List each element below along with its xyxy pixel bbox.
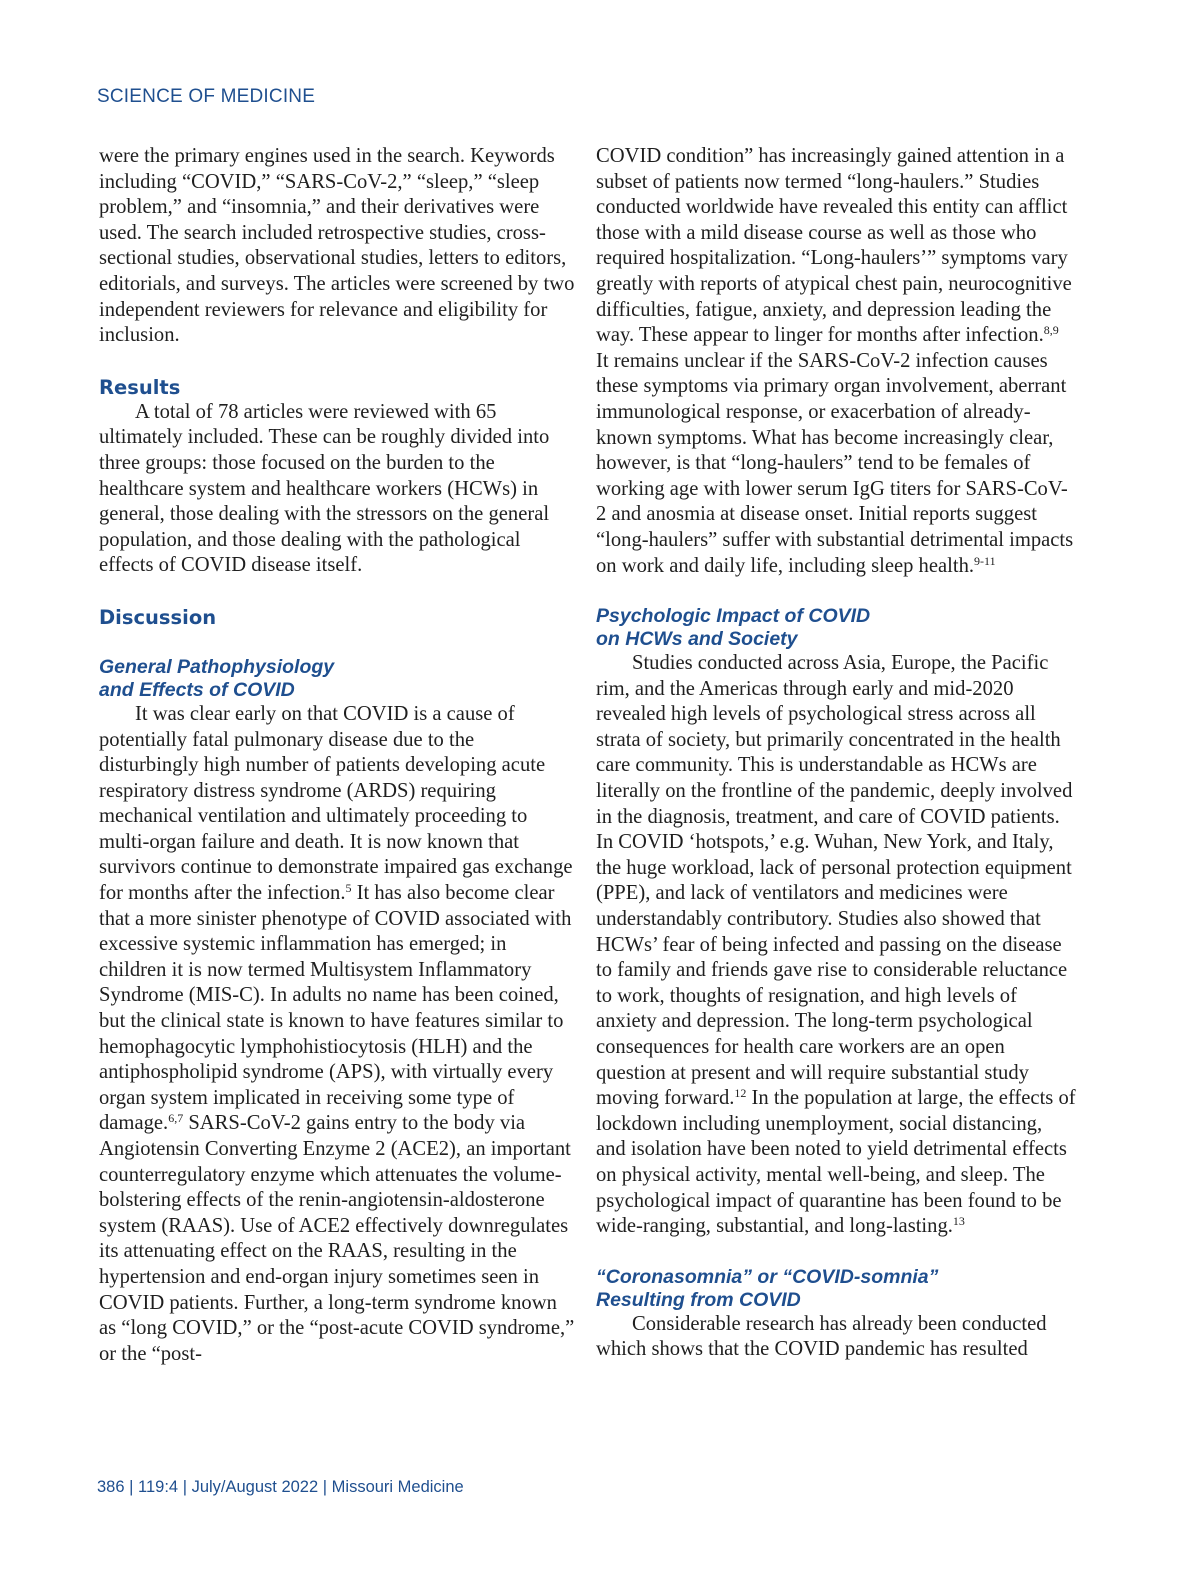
methods-paragraph-continued: were the primary engines used in the search. Keywords including “COVID,” “SARS-CoV-2,” “sleep,” “sleep problem,” and “insomnia,” and their derivatives were used. The search included retrospective studies, cross-sectional studies, observational studies, letters to editors, editorials, and surveys. The articles were screened by two independent reviewers for relevance and eligibility for inclusion. (99, 145, 575, 347)
reference-6-7: 6,7 (168, 1111, 184, 1126)
subheading-pathophysiology-line2: and Effects of COVID (99, 678, 295, 701)
pathophysiology-text-b: It has also become clear that a more sinister phenotype of COVID associated with excessive systemic inflammation has emerged; in children it is now termed Multisystem Inflammatory Syndrome (MIS-C). In adults no name has been coined, but the clinical state is known to have features similar to hemophagocytic lymphohistiocytosis (HLH) and the antiphospholipid syndrome (APS), with virtually every organ system implicated in receiving some type of damage. (99, 882, 572, 1135)
psychologic-text-b: In the population at large, the effects of lockdown including unemployment, social distancing, and isolation have been noted to yield detrimental effects on physical activity, mental well-being, and sleep. The psychological impact of quarantine has been found to be wide-ranging, substantial, and long-lasting. (596, 1087, 1076, 1238)
pathophysiology-paragraph (99, 702, 577, 1367)
left-column (99, 144, 577, 1367)
footer-separator: | (129, 1478, 134, 1496)
subheading-psychologic-impact-line1: Psychologic Impact of COVID (596, 605, 871, 628)
reference-9-11: 9-11 (974, 553, 996, 568)
reference-5: 5 (345, 881, 352, 896)
section-header: SCIENCE OF MEDICINE (97, 86, 316, 107)
issue-number: 119:4 (138, 1478, 179, 1496)
pathophysiology-text-c: SARS-CoV-2 gains entry to the body via Angiotensin Converting Enzyme 2 (ACE2), an important counterregulatory enzyme which attenuates the volume-bolstering effects of the renin-angiotensin-aldosterone system (RAAS). Use of ACE2 effectively downregulates its attenuating effect on the RAAS, resulting in the hypertension and end-organ injury sometimes seen in COVID patients. Further, a long-term syndrome known as “long COVID,” or the “post-acute COVID syndrome,” or the “post- (99, 1112, 575, 1365)
reference-13: 13 (952, 1214, 965, 1229)
page-footer (97, 1478, 464, 1497)
page-number: 386 (97, 1478, 125, 1496)
footer-separator: | (182, 1478, 187, 1496)
pathophysiology-text-a: It was clear early on that COVID is a cause of potentially fatal pulmonary disease due to the disturbingly high number of patients developing acute respiratory distress syndrome (ARDS) requiring mechanical ventilation and ultimately proceeding to multi-organ failure and death. It is now known that survivors continue to demonstrate impaired gas exchange for months after the infection. (99, 702, 573, 905)
results-paragraph: A total of 78 articles were reviewed with 65 ultimately included. These can be roughly divided into three groups: those focused on the burden to the healthcare system and healthcare workers (HCWs) in general, those dealing with the stressors on the general population, and those dealing with the pathological effects of COVID disease itself. (99, 400, 550, 577)
psychologic-paragraph (596, 651, 1076, 1240)
results-heading: Results (99, 375, 181, 399)
subheading-psychologic-impact-line2: on HCWs and Society (596, 628, 798, 651)
subheading-coronasomnia-line1: “Coronasomnia” or “COVID-somnia” (596, 1265, 939, 1288)
reference-12: 12 (734, 1086, 747, 1101)
long-covid-text-b: It remains unclear if the SARS-CoV-2 infection causes these symptoms via primary organ involvement, aberrant immunological response, or exacerbation of already-known symptoms. What has become increasingly clear, however, is that “long-haulers” tend to be females of working age with lower serum IgG titers for SARS-CoV-2 and anosmia at disease onset. Initial reports suggest “long-haulers” suffer with substantial detrimental impacts on work and daily life, including sleep health. (596, 349, 1074, 577)
discussion-heading: Discussion (99, 605, 217, 629)
reference-8-9: 8,9 (1043, 323, 1059, 338)
right-column (596, 144, 1076, 1363)
issue-date: July/August 2022 (191, 1478, 319, 1496)
subheading-pathophysiology-line1: General Pathophysiology (99, 655, 335, 678)
long-covid-text-a: COVID condition” has increasingly gained attention in a subset of patients now termed “long-haulers.” Studies conducted worldwide have revealed this entity can afflict those with a mild disease course as well as those who required hospitalization. “Long-haulers’” symptoms vary greatly with reports of atypical chest pain, neurocognitive difficulties, fatigue, anxiety, and depression leading the way. These appear to linger for months after infection. (596, 145, 1072, 347)
subheading-coronasomnia-line2: Resulting from COVID (596, 1288, 801, 1311)
subheading-pathophysiology (99, 656, 577, 702)
journal-name: Missouri Medicine (331, 1478, 464, 1496)
footer-separator: | (322, 1478, 328, 1496)
subheading-coronasomnia (596, 1266, 1076, 1312)
long-covid-paragraph (596, 144, 1076, 579)
subheading-psychologic-impact (596, 605, 1076, 651)
coronasomnia-paragraph: Considerable research has already been conducted which shows that the COVID pandemic has resulted (596, 1312, 1047, 1361)
psychologic-text-a: Studies conducted across Asia, Europe, the Pacific rim, and the Americas through early and mid-2020 revealed high levels of psychological stress across all strata of society, but primarily concentrated in the health care community. This is understandable as HCWs are literally on the frontline of the pandemic, deeply involved in the diagnosis, treatment, and care of COVID patients. In COVID ‘hotspots,’ e.g. Wuhan, New York, and Italy, the huge workload, lack of personal protection equipment (PPE), and lack of ventilators and medicines were understandably contributory. Studies also showed that HCWs’ fear of being infected and passing on the disease to family and friends gave rise to considerable reluctance to work, thoughts of resignation, and high levels of anxiety and depression. The long-term psychological consequences for health care workers are an open question at present and will require substantial study moving forward. (596, 652, 1073, 1110)
